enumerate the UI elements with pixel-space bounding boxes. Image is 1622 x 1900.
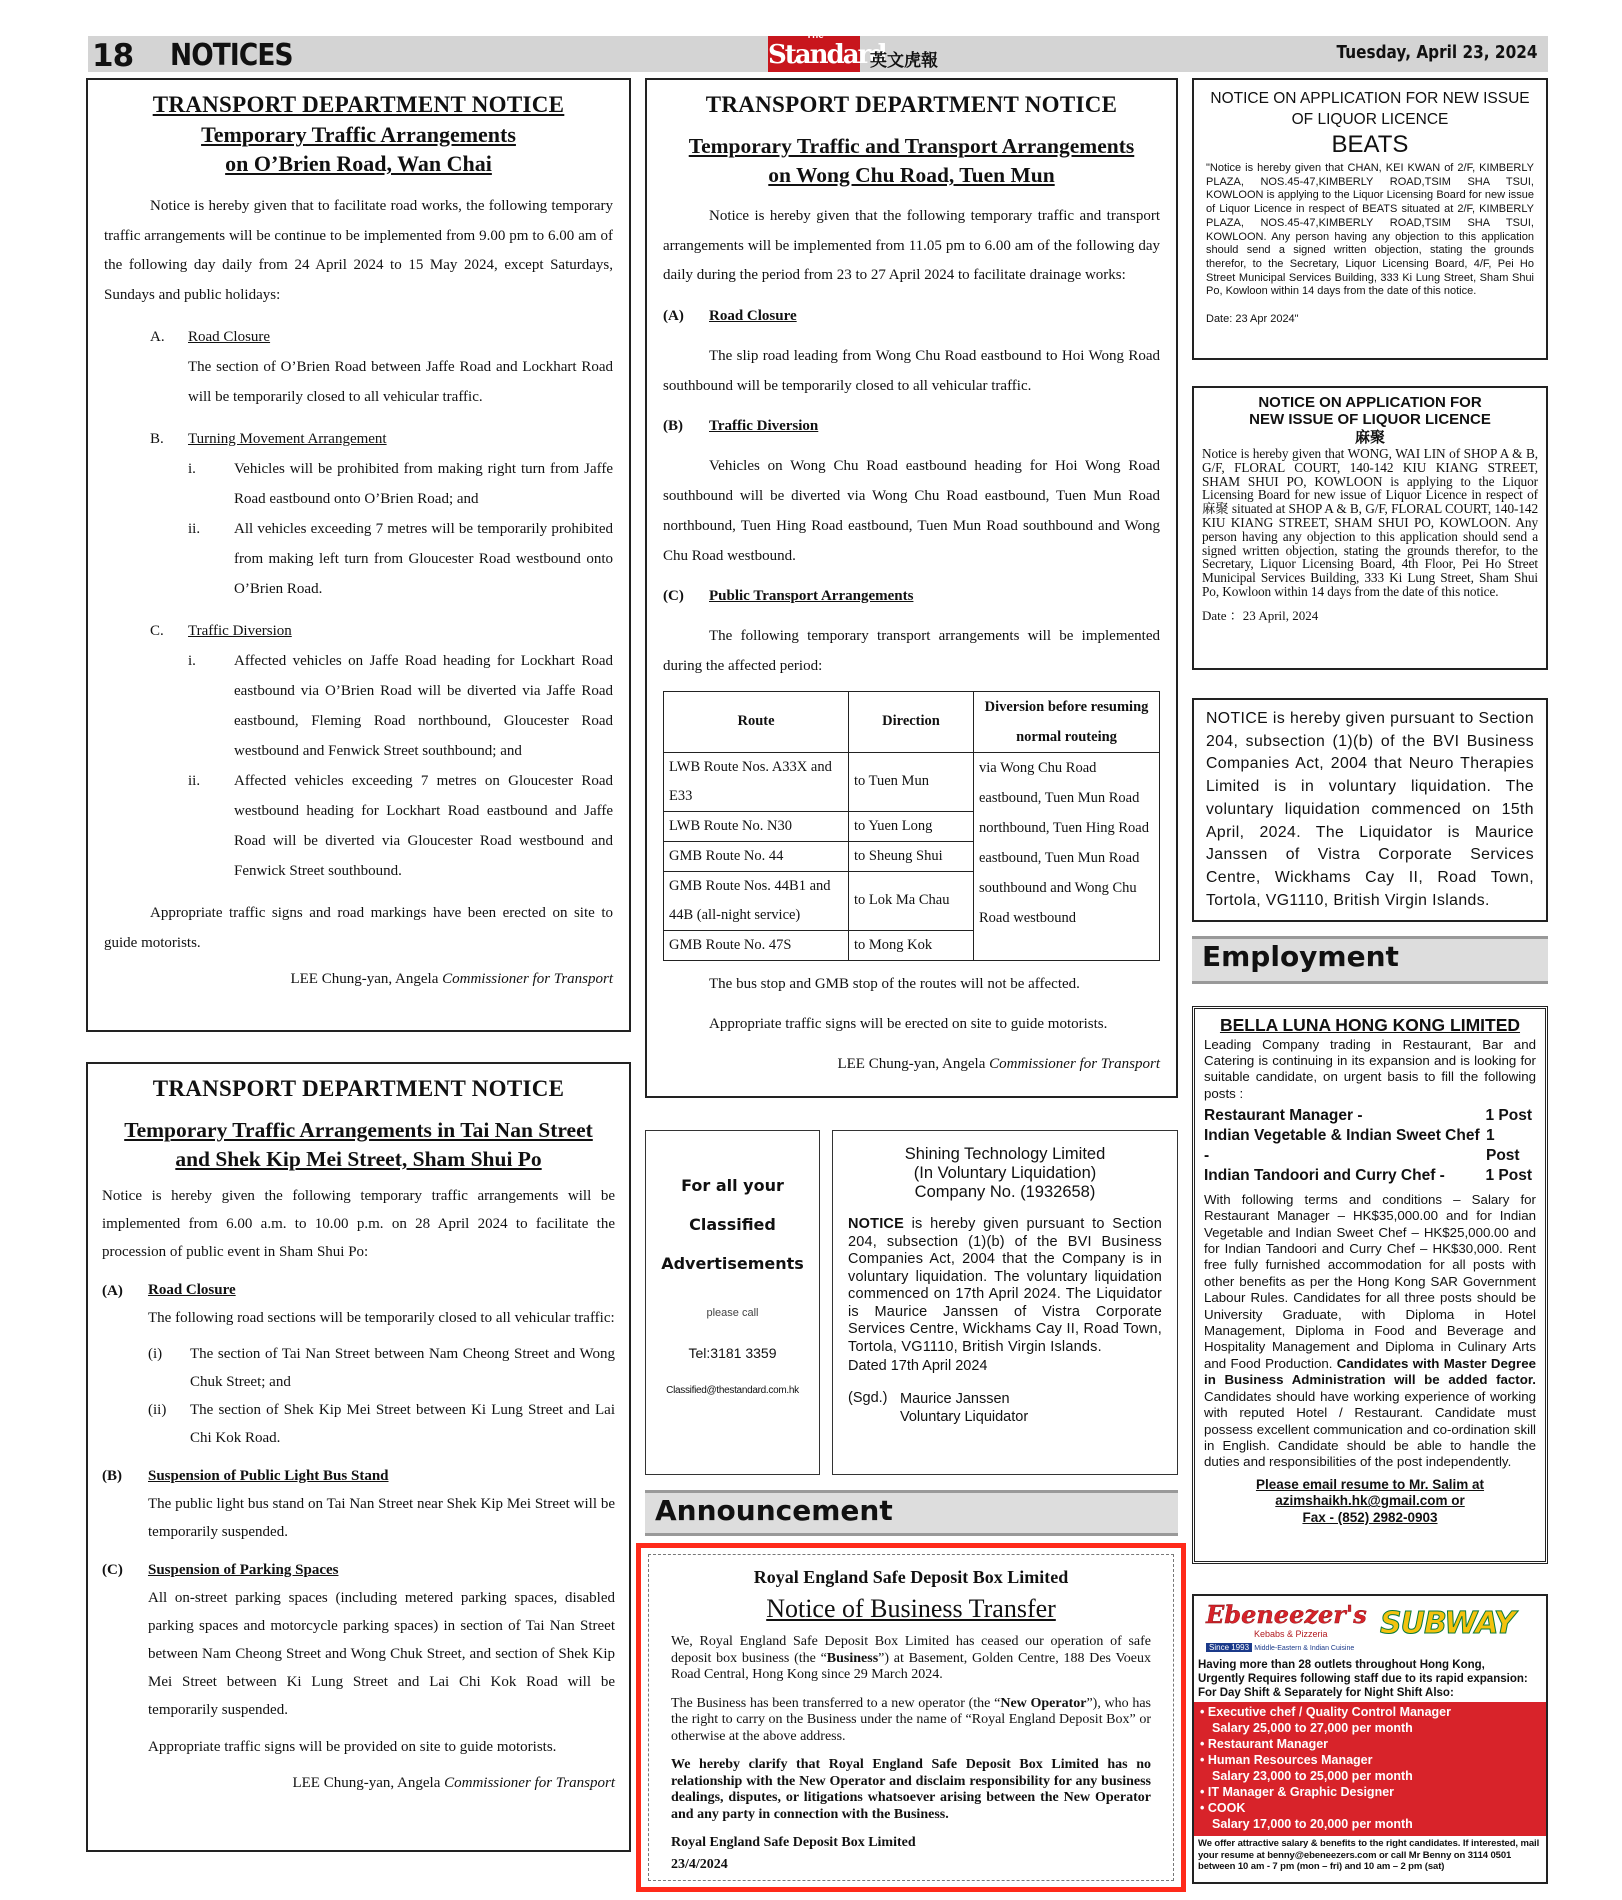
section-b (104, 424, 613, 604)
table-header-row (664, 691, 1160, 752)
job-item: • COOK (1200, 1801, 1246, 1815)
venue-name: BEATS (1331, 131, 1409, 158)
text-run: Business (826, 1650, 879, 1666)
section-text: The following road sections will be temporarily closed to all vehicular traffic: (148, 1310, 615, 1326)
shining-technology-notice (832, 1130, 1178, 1475)
signatory-title: Commissioner for Transport (989, 1055, 1160, 1072)
list-item (188, 646, 613, 766)
section-label: (A) (663, 307, 684, 324)
notice-body: "Notice is hereby given that CHAN, KEI KWAN of 2/F, KIMBERLY PLAZA, NOS.45-47,KIMBERLY ROAD,TSIM SHA TSUI, KOWLOON is applying to the Liquor Licensing Board for new issue of Liquor Licence in respect of BEATS situated at 2/F, KIMBERLY PLAZA, NOS.45-47,KIMBERLY ROAD,TSIM SHA TSUI, KOWLOON. Any person having any objection to this application should send a signed written objection, stating the grounds therefor, to the Secretary, Liquor Licensing Board, 4/F, Pei Ho Street Municipal Services Building, 333 Ki Lung Street, Sham Shui Po, Kowloon within 14 days from the date of this notice. (1206, 162, 1534, 298)
section-a (102, 1276, 615, 1452)
notice-subtitle: on O’Brien Road, Wan Chai (225, 151, 492, 176)
classified-phone[interactable]: Tel:3181 3359 (688, 1345, 777, 1361)
text-run: ”) at Basement, Golden Centre, 188 Des Voeux Road Central, Hong Kong since 29 March 2024. (671, 1650, 1151, 1682)
job-post-row (1204, 1166, 1536, 1186)
notice-signature (663, 1049, 1160, 1079)
issue-date: Tuesday, April 23, 2024 (1336, 42, 1538, 63)
notice-heading: TRANSPORT DEPARTMENT NOTICE (152, 1076, 565, 1101)
section-c (663, 581, 1160, 611)
announcement-disclaimer: We hereby clarify that Royal England Safe Deposit Box Limited has no relationship with the New Operator and disclaim responsibility for any business dealings, disputes, or litigations whatsoever arising between the New Operator and any party in connection with the Business. (671, 1757, 1151, 1822)
signatory-name: LEE Chung-yan, Angela (292, 1775, 441, 1791)
notice-subtitle: Temporary Traffic and Transport Arrangements (688, 134, 1135, 158)
liquidation-text: is hereby given pursuant to Section 204, subsection (1)(b) of the BVI Business Companies Act, 2004 that the Company is in voluntary liquidation. The voluntary liquidation commenced on 17th April 2024. The Liquidator is Maurice Janssen of Vistra Corporate Services Centre, Wickhams Cay II, Road Town, Tortola, VG1110, British Virgin Islands. (848, 1216, 1162, 1355)
section-text: The section of O’Brien Road between Jaffe Road and Lockhart Road will be temporarily closed to all vehicular traffic. (188, 359, 613, 405)
bella-luna-job-ad (1192, 1006, 1548, 1564)
section-title: Turning Movement Arrangement (188, 431, 387, 447)
text-run: Candidates with Master Degree in Business Administration will be added factor. (1204, 1355, 1537, 1388)
item-label: i. (188, 653, 196, 669)
route-cell: GMB Route Nos. 44B1 and 44B (all-night service) (664, 871, 849, 930)
route-cell: GMB Route No. 47S (664, 930, 849, 960)
notice-closing: Appropriate traffic signs and road markings have been erected on site to guide motorists. (104, 905, 613, 951)
column-header: Route (664, 691, 849, 752)
liquidation-body (848, 1216, 1162, 1356)
section-title: Traffic Diversion (188, 623, 292, 639)
signatory-name: LEE Chung-yan, Angela (290, 971, 439, 987)
job-post-row (1204, 1106, 1536, 1126)
signatory-title: Commissioner for Transport (442, 971, 613, 987)
section-title: Road Closure (148, 1282, 236, 1298)
item-label: ii. (188, 773, 201, 789)
bvi-liquidation-notice (1192, 698, 1548, 922)
list-item (188, 454, 613, 514)
post-title: Indian Vegetable & Indian Sweet Chef - (1204, 1126, 1480, 1164)
announcement-company: Royal England Safe Deposit Box Limited (753, 1567, 1069, 1587)
item-label: i. (188, 461, 196, 477)
transport-notice-obrien-road (86, 78, 631, 1032)
route-cell: LWB Route No. N30 (664, 811, 849, 841)
job-terms (1204, 1192, 1536, 1471)
post-count: 1 Post (1485, 1126, 1520, 1164)
text-run: With following terms and conditions – Salary for Restaurant Manager – HK$35,000.00 and for Indian Vegetable and Indian Sweet Chef – HK$25,000.00 and for Indian Tandoori and Curry Chef – HK$30,000. Rent free fully furnished accommodation for all posts with other benefits as per the Hong Kong SAR Government Labour Rules. Candidates for all three posts should be University Graduate, with Diploma in Hotel Management, Diploma in Food and Beverage and Hospitality Management and Diploma in Culinary Arts and Food Production. (1204, 1191, 1536, 1371)
section-b (102, 1462, 615, 1546)
notice-intro: Notice is hereby given that the following temporary traffic and transport arrangements will be implemented from 11.05 pm to 6.00 am of the following day daily during the period from 23 to 27 April 2024 to facilitate drainage works: (663, 208, 1160, 283)
employment-section-bar: Employment (1192, 936, 1548, 984)
column-header: Direction (849, 691, 974, 752)
notice-date: Date: 23 Apr 2024" (1206, 313, 1299, 326)
section-text: The public light bus stand on Tai Nan Street near Shek Kip Mei Street will be temporarily suspended. (148, 1496, 615, 1540)
job-item: • IT Manager & Graphic Designer (1200, 1785, 1395, 1799)
notice-intro: Notice is hereby given that to facilitate road works, the following temporary traffic arrangements will be continue to be implemented from 9.00 pm to 6.00 am of the following day daily from 24 April 2024 to 15 May 2024, except Saturdays, Sundays and public holidays: (104, 198, 613, 303)
logo-text: Standard (768, 40, 886, 70)
notice-closing: Appropriate traffic signs will be provided on site to guide motorists. (148, 1739, 557, 1755)
contact-line: Please email resume to Mr. Salim at (1255, 1476, 1485, 1492)
job-title: IT Manager & Graphic Designer (1207, 1785, 1395, 1799)
post-count: 1 Post (1485, 1166, 1532, 1184)
classified-line: For all your (681, 1176, 784, 1195)
section-label: (C) (102, 1562, 123, 1578)
section-a (104, 322, 613, 412)
direction-cell: to Yuen Long (849, 811, 974, 841)
classified-please-call: please call (706, 1307, 759, 1319)
column-header: Diversion before resuming normal routeing (974, 691, 1160, 752)
notice-body: Notice is hereby given that WONG, WAI LIN of SHOP A & B, G/F, FLORAL COURT, 140-142 KIU KIANG STREET, SHAM SHUI PO, KOWLOON is applying to the Liquor Licensing Board for new issue of Liquor Licence in respect of 麻聚 situated at SHOP A & B, G/F, FLORAL COURT, 140-142 KIU KIANG STREET, SHAM SHUI PO, KOWLOON. Any person having any objection to this application should send a signed written objection, stating the grounds therefor, to the Secretary, Liquor Licensing Board, 4th Floor, Pei Ho Street Municipal Services Building, 333 Ki Lung Street, Sham Shui Po, Kowloon within 14 days from the date of this notice. (1202, 446, 1538, 599)
ebeneezers-logo: Ebeneezer's (1206, 1600, 1367, 1629)
logo-small-text: The (806, 30, 824, 41)
notice-subtitle: Temporary Traffic Arrangements in Tai Nan Street (124, 1118, 593, 1142)
company-title: Company No. (1932658) (914, 1183, 1096, 1201)
list-item (148, 1340, 615, 1396)
post-count: 1 Post (1485, 1106, 1532, 1124)
notice-note: The bus stop and GMB stop of the routes will not be affected. (709, 975, 1080, 992)
job-list-panel (1194, 1702, 1546, 1836)
section-label: A. (150, 329, 165, 345)
announcement-sign-company: Royal England Safe Deposit Box Limited (671, 1835, 916, 1850)
item-text: Vehicles will be prohibited from making right turn from Jaffe Road eastbound onto O’Brien Road; and (234, 461, 613, 507)
section-b (663, 411, 1160, 441)
page-header (88, 30, 1548, 74)
announcement-section-bar: Announcement (645, 1490, 1178, 1536)
notice-title: OF LIQUOR LICENCE (1291, 111, 1449, 128)
section-c (104, 616, 613, 886)
section-text: The following temporary transport arrangements will be implemented during the affected period: (663, 627, 1160, 674)
announcement-title: Notice of Business Transfer (766, 1594, 1056, 1623)
job-title: COOK (1207, 1801, 1246, 1815)
job-salary: Salary 23,000 to 25,000 per month (1212, 1769, 1413, 1783)
notice-title: NEW ISSUE OF LIQUOR LICENCE (1249, 411, 1491, 428)
ad-intro: Urgently Requires following staff due to its rapid expansion: (1198, 1673, 1528, 1685)
sgd-label: (Sgd.) (848, 1390, 888, 1406)
notice-intro: Notice is hereby given the following temporary traffic arrangements will be implemented from 6.00 a.m. to 10.00 p.m. on 28 April 2024 to facilitate the procession of public event in Sham Shui Po: (102, 1188, 615, 1260)
section-label: (C) (663, 587, 684, 604)
notice-subtitle: and Shek Kip Mei Street, Sham Shui Po (175, 1147, 542, 1171)
list-item (188, 766, 613, 886)
text-run: The Business has been transferred to a new operator (the “ (671, 1695, 1001, 1711)
signatory-name: LEE Chung-yan, Angela (837, 1055, 986, 1072)
item-label: (ii) (148, 1402, 167, 1418)
ad-footer: We offer attractive salary & benefits to the right candidates. If interested, mail your resume at benny@ebeneezers.com or call Mr Benny on 3114 0501 between 10 am - 7 pm (mon – fri) and 10 am – 2 pm (sat) (1198, 1838, 1540, 1872)
classified-email[interactable]: Classified@thestandard.com.hk (666, 1385, 799, 1396)
post-title: Indian Tandoori and Curry Chef - (1204, 1166, 1445, 1184)
the-standard-logo (768, 30, 886, 72)
section-title: Public Transport Arrangements (709, 587, 914, 604)
section-label: C. (150, 623, 164, 639)
notice-signature (102, 1768, 615, 1798)
ad-logo-strip (1194, 1596, 1546, 1658)
section-title: Road Closure (188, 329, 271, 345)
signatory-title: Commissioner for Transport (444, 1775, 615, 1791)
liquidator-name: Maurice Janssen (900, 1391, 1010, 1407)
notice-title: NOTICE ON APPLICATION FOR (1258, 394, 1482, 411)
notice-word: NOTICE (848, 1216, 904, 1232)
announcement-notice (648, 1554, 1174, 1881)
since-sub: Middle-Eastern & Indian Cuisine (1254, 1645, 1355, 1652)
announcement-paragraph (671, 1696, 1151, 1746)
contact-email[interactable]: azimshaikh.hk@gmail.com or (1275, 1493, 1465, 1509)
direction-cell: to Lok Ma Chau (849, 871, 974, 930)
route-cell: GMB Route No. 44 (664, 841, 849, 871)
job-title: Executive chef / Quality Control Manager (1207, 1705, 1451, 1719)
section-a (663, 301, 1160, 331)
liquidator-role: Voluntary Liquidator (900, 1409, 1029, 1425)
section-label: (B) (102, 1468, 122, 1484)
section-label: (A) (102, 1283, 123, 1299)
list-item (148, 1396, 615, 1452)
section-title: Suspension of Parking Spaces (148, 1562, 339, 1578)
section-label: (B) (663, 417, 683, 434)
item-text: All vehicles exceeding 7 metres will be temporarily prohibited from making left turn from Gloucester Road westbound onto O’Brien Road. (234, 521, 613, 597)
item-label: (i) (148, 1346, 163, 1362)
job-title: Human Resources Manager (1207, 1753, 1373, 1767)
item-text: Affected vehicles on Jaffe Road heading for Lockhart Road eastbound via O’Brien Road will be diverted via Jaffe Road eastbound, Fleming Road northbound, Gloucester Road westbound and Fenwick Street southbound; and (234, 653, 613, 759)
notice-date: Date ：23 April, 2024 (1202, 607, 1319, 623)
notice-body: NOTICE is hereby given pursuant to Section 204, subsection (1)(b) of the BVI Business Companies Act, 2004 that Neuro Therapies Limited is in voluntary liquidation. The voluntary liquidation commenced on 15th April, 2024. The Liquidator is Maurice Janssen of Vistra Corporate Services Centre, Wickhams Cay II, Road Town, Tortola, VG1110, British Virgin Islands. (1206, 710, 1534, 909)
dated-line: Dated 17th April 2024 (848, 1358, 988, 1374)
job-post-row (1204, 1126, 1536, 1166)
list-item (188, 514, 613, 604)
announcement-paragraph (671, 1634, 1151, 1684)
notice-note: Appropriate traffic signs will be erected on site to guide motorists. (709, 1015, 1108, 1032)
section-title: NOTICES (170, 38, 293, 73)
section-label: B. (150, 431, 164, 447)
since-badge (1206, 1643, 1354, 1652)
job-intro: Leading Company trading in Restaurant, Bar and Catering is continuing in its expansion and is looking for suitable candidate, on urgent basis to fill the following posts : (1204, 1037, 1536, 1101)
ad-intro: Having more than 28 outlets throughout Hong Kong, (1198, 1659, 1485, 1671)
company-name: BELLA LUNA HONG KONG LIMITED (1219, 1015, 1521, 1035)
page-number: 18 (92, 38, 134, 74)
direction-cell: to Tuen Mun (849, 752, 974, 811)
direction-cell: to Sheung Shui (849, 841, 974, 871)
section-c (102, 1556, 615, 1724)
liquor-licence-notice-beats (1192, 78, 1548, 360)
text-run: Candidates should have working experience of working with reputed Hotel / Restaurant. Candidate must possess excellent communication and co-ordination skill in English. Candidate should be able to handle the duties and responsibilities of the post independently. (1204, 1388, 1536, 1470)
section-title: Road Closure (709, 307, 797, 324)
notice-title: NOTICE ON APPLICATION FOR NEW ISSUE (1210, 90, 1530, 107)
company-title: (In Voluntary Liquidation) (913, 1164, 1097, 1182)
diversion-cell: via Wong Chu Road eastbound, Tuen Mun Road northbound, Tuen Hing Road eastbound, Tuen Mun Road southbound and Wong Chu Road westbound (974, 752, 1160, 960)
job-item: • Restaurant Manager (1200, 1737, 1329, 1751)
direction-cell: to Mong Kok (849, 930, 974, 960)
job-salary: Salary 25,000 to 27,000 per month (1212, 1721, 1413, 1735)
section-text: Vehicles on Wong Chu Road eastbound heading for Hoi Wong Road southbound will be diverted via Wong Chu Road eastbound, Tuen Mun Road northbound, Tuen Hing Road eastbound, Tuen Mun Road southbound and Wong Chu Road westbound. (663, 457, 1160, 564)
ebeneezers-subway-job-ad (1192, 1594, 1548, 1884)
item-label: ii. (188, 521, 201, 537)
job-item: • Human Resources Manager (1200, 1753, 1373, 1767)
text-run: We, Royal England Safe Deposit Box Limited has ceased our operation of safe deposit box business (the “ (671, 1634, 1151, 1666)
since-text: Since 1993 (1206, 1643, 1252, 1652)
section-text: The slip road leading from Wong Chu Road eastbound to Hoi Wong Road southbound will be temporarily closed to all vehicular traffic. (663, 347, 1160, 394)
post-title: Restaurant Manager - (1204, 1106, 1363, 1124)
venue-name: 麻聚 (1354, 428, 1385, 446)
signature-block (848, 1390, 1162, 1426)
section-title: Traffic Diversion (709, 417, 819, 434)
transport-notice-wong-chu-road (645, 78, 1178, 1098)
ad-intro: For Day Shift & Separately for Night Shift Also: (1198, 1687, 1454, 1699)
job-salary: Salary 17,000 to 20,000 per month (1212, 1817, 1413, 1831)
item-text: Affected vehicles exceeding 7 metres on Gloucester Road westbound heading for Lockhart Road eastbound and Jaffe Road will be diverted via Gloucester Road westbound and Fenwick Street southbound. (234, 773, 613, 879)
route-cell: LWB Route Nos. A33X and E33 (664, 752, 849, 811)
notice-subtitle: on Wong Chu Road, Tuen Mun (768, 163, 1055, 187)
liquor-licence-notice-ma-jui (1192, 386, 1548, 670)
classified-ad-box (645, 1130, 820, 1475)
classified-line: Classified (689, 1215, 776, 1234)
text-run: New Operator (1000, 1695, 1087, 1711)
ebeneezers-logo-sub: Kebabs & Pizzeria (1254, 1629, 1328, 1639)
section-title: Suspension of Public Light Bus Stand (148, 1468, 389, 1484)
subway-logo: SUBWAY (1380, 1606, 1515, 1641)
contact-fax: Fax - (852) 2982-0903 (1302, 1509, 1438, 1525)
notice-heading: TRANSPORT DEPARTMENT NOTICE (705, 92, 1118, 117)
notice-signature (104, 964, 613, 994)
company-title: Shining Technology Limited (904, 1145, 1106, 1163)
chinese-masthead: 英文虎報 (870, 51, 938, 71)
text-run: ”), who has the right to carry on the Business under the name of “Royal England Deposit Box” or otherwise at the above address. (671, 1695, 1152, 1744)
route-table (663, 691, 1160, 961)
notice-subtitle: Temporary Traffic Arrangements (201, 122, 516, 147)
transport-notice-tai-nan-street (86, 1062, 631, 1852)
announcement-sign-date: 23/4/2024 (671, 1857, 728, 1872)
table-row (664, 752, 1160, 811)
item-text: The section of Tai Nan Street between Nam Cheong Street and Wong Chuk Street; and (190, 1346, 615, 1390)
section-text: All on-street parking spaces (including metered parking spaces, disabled parking spaces and motorcycle parking spaces) in section of Tai Nan Street between Nam Cheong Street and Wong Chuk Street, and section of Shek Kip Mei Street between Ki Lung Street and Lai Chi Kok Road will be temporarily suspended. (148, 1590, 615, 1718)
job-item: • Executive chef / Quality Control Manager (1200, 1705, 1451, 1719)
item-text: The section of Shek Kip Mei Street between Ki Lung Street and Lai Chi Kok Road. (190, 1402, 615, 1446)
classified-line: Advertisements (661, 1254, 804, 1273)
job-title: Restaurant Manager (1207, 1737, 1329, 1751)
notice-heading: TRANSPORT DEPARTMENT NOTICE (152, 92, 565, 117)
